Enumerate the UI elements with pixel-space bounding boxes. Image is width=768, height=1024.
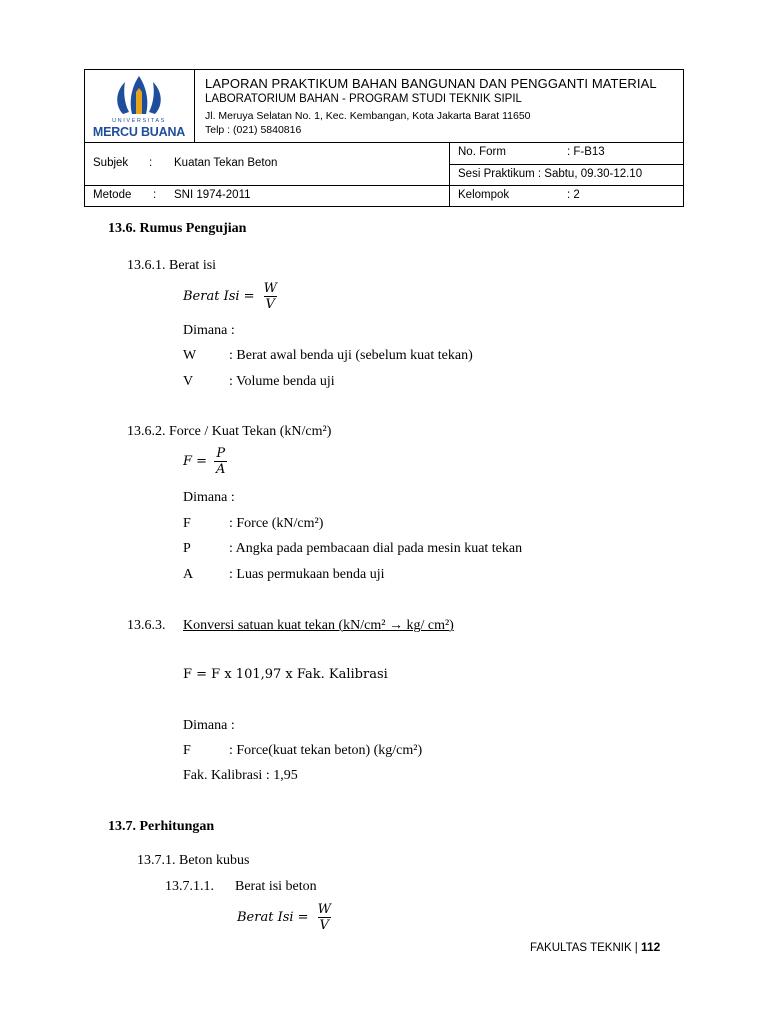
dimana-label: Dimana : [183, 718, 235, 733]
formula-conversion: F = F x 101,97 x Fak. Kalibrasi [183, 667, 388, 682]
fraction [214, 446, 227, 477]
subjek-separator: : [149, 157, 153, 169]
formula-lhs: Berat Isi = [237, 910, 309, 926]
dimana-label: Dimana : [183, 323, 235, 338]
formula-berat-isi [183, 281, 279, 312]
metode-row [85, 185, 683, 207]
kelompok-value: : 2 [567, 189, 580, 201]
header-table [84, 69, 684, 207]
dimana-label: Dimana : [183, 490, 235, 505]
subsection-13-6-3-number: 13.6.3. [127, 618, 166, 633]
form-info [449, 143, 683, 187]
page-number: 112 [641, 940, 661, 954]
page-footer [530, 940, 660, 954]
denominator: A [216, 462, 226, 477]
calibration-factor: Fak. Kalibrasi : 1,95 [183, 768, 298, 783]
title-cell [195, 70, 683, 142]
formula-lhs: Berat Isi = [183, 289, 255, 305]
formula-berat-isi-beton [237, 902, 333, 933]
variable-description: : Luas permukaan benda uji [229, 567, 385, 582]
formula-force [183, 446, 227, 477]
variable-symbol: A [183, 567, 194, 582]
no-form-label: No. Form [458, 146, 506, 158]
logo-arc-text: UNIVERSITAS [112, 118, 166, 124]
metode-value: SNI 1974-2011 [174, 189, 251, 201]
subsection-13-6-3-title: Konversi satuan kuat tekan (kN/cm² → kg/ cm²) [183, 618, 454, 633]
metode-label: Metode [93, 189, 132, 201]
subjek-value: Kuatan Tekan Beton [174, 157, 278, 169]
numerator: W [263, 281, 277, 296]
metode-separator: : [153, 189, 157, 201]
footer-label: FAKULTAS TEKNIK | [530, 942, 638, 954]
subsection-13-6-2: 13.6.2. Force / Kuat Tekan (kN/cm²) [127, 424, 332, 439]
logo-name: MERCU BUANA [92, 125, 186, 139]
section-heading-13-6: 13.6. Rumus Pengujian [108, 221, 247, 236]
lab-name: LABORATORIUM BAHAN - PROGRAM STUDI TEKNIK SIPIL [205, 93, 522, 105]
variable-symbol: F [183, 516, 191, 531]
logo-cell [85, 70, 195, 142]
variable-description: : Angka pada pembacaan dial pada mesin kuat tekan [229, 541, 523, 556]
numerator: P [216, 446, 226, 461]
report-title: LAPORAN PRAKTIKUM BAHAN BANGUNAN DAN PENGGANTI MATERIAL [205, 76, 657, 91]
variable-symbol: F [183, 743, 191, 758]
section-heading-13-7: 13.7. Perhitungan [108, 819, 215, 834]
fraction [262, 281, 279, 312]
subsection-13-7-1: 13.7.1. Beton kubus [137, 853, 250, 868]
subjek-label: Subjek [93, 157, 129, 169]
variable-symbol: V [183, 374, 194, 389]
variable-description: : Force(kuat tekan beton) (kg/cm²) [229, 743, 423, 758]
variable-description: : Berat awal benda uji (sebelum kuat tekan) [229, 348, 473, 363]
variable-description: : Volume benda uji [229, 374, 335, 389]
subjek-row [85, 142, 683, 186]
denominator: V [265, 297, 275, 312]
no-form-value: : F-B13 [567, 146, 605, 158]
address: Jl. Meruya Selatan No. 1, Kec. Kembangan, Kota Jakarta Barat 11650 [205, 110, 531, 122]
fraction [316, 902, 333, 933]
subsection-13-7-1-1-number: 13.7.1.1. [165, 879, 214, 894]
formula-lhs: F = [183, 454, 208, 470]
telephone: Telp : (021) 5840816 [205, 124, 302, 136]
numerator: W [317, 902, 331, 917]
kelompok-label: Kelompok [458, 189, 510, 201]
subsection-13-6-1: 13.6.1. Berat isi [127, 258, 217, 273]
sesi-praktikum: Sesi Praktikum : Sabtu, 09.30-12.10 [458, 168, 643, 180]
subsection-13-7-1-1-title: Berat isi beton [235, 879, 317, 894]
denominator: V [319, 918, 329, 933]
variable-symbol: P [183, 541, 191, 556]
variable-description: : Force (kN/cm²) [229, 516, 324, 531]
kelompok-info [449, 186, 683, 207]
variable-symbol: W [183, 348, 197, 363]
